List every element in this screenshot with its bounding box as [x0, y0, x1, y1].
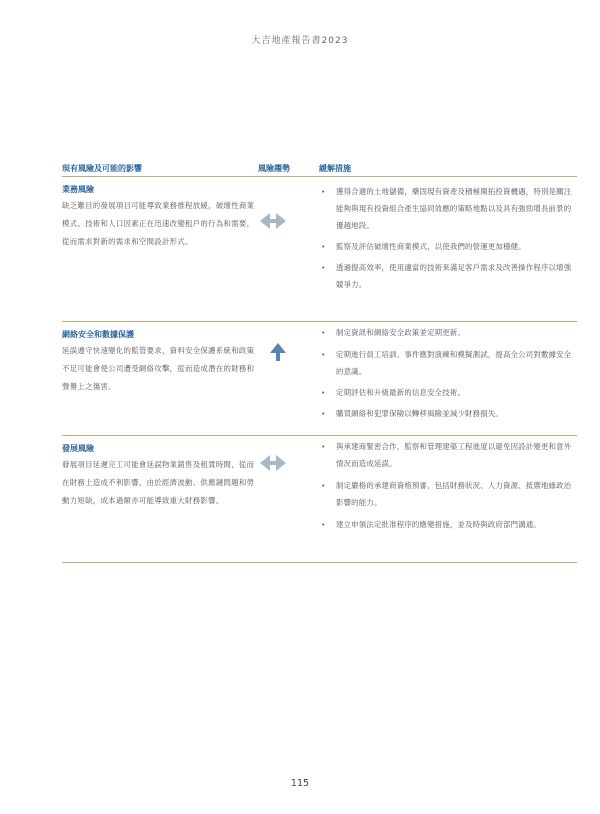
risk-title: 網絡安全和數據保護: [62, 330, 134, 339]
risk-cell: [62, 177, 257, 251]
double-arrow-horizontal-icon: [260, 213, 290, 233]
risk-description: 延誤遵守快速變化的監管要求，資料安全保護系統和政策不足可能會使公司遭受網絡攻擊，從而造成潛在的財務和聲譽上之傷害。: [62, 346, 255, 391]
table-header: [62, 161, 577, 177]
measures-cell: [319, 324, 577, 422]
measure-item: • 制定嚴格的承建商資格預審，包括財務狀況、人力資源、抵禦地緣政治影響的能力。: [319, 477, 577, 511]
measure-item: • 與承建商緊密合作，監察和管理建築工程進度以避免因設計變更和意外情況而造成延誤。: [319, 438, 577, 472]
measure-item: • 獲得合適的土地儲備，藥固現有資產及積極開拓投資機遇，特別是關注能夠與現有投資組合產生協同效應的策略地點以及具有強勁增長前景的優越地段。: [319, 183, 577, 234]
measure-item: • 定期進行員工培訓、事件應對演練和模擬測試，提高全公司對數據安全的意識。: [319, 346, 577, 380]
risk-cell: [62, 436, 257, 510]
measures-cell: [319, 183, 577, 293]
measures-cell: [319, 438, 577, 533]
risk-title: 業務風險: [62, 185, 94, 194]
arrow-up-icon: [270, 343, 300, 365]
measure-item: • 制定資訊和網絡安全政策並定期更新。: [319, 324, 577, 341]
measure-item: • 建立申領法定批准程序的應變措施，並及時與政府部門溝通。: [319, 516, 577, 533]
report-title: 大吉地產報告書2023: [251, 36, 349, 46]
column-header-trend: 風險趨勢: [258, 164, 290, 173]
table-row-cyber-security: [62, 322, 577, 436]
measure-item: • 購買網絡和犯罪保險以轉移風險並減少財務損失。: [319, 405, 577, 422]
risk-table: [62, 161, 577, 563]
risk-title: 發展風險: [62, 444, 94, 453]
table-row-business-risk: [62, 177, 577, 322]
double-arrow-horizontal-icon: [260, 455, 290, 475]
risk-description: 發展項目延遲完工可能會延誤物業銷售及租賃時間，從而在財務上造成不利影響。由於經濟波動、供應鏈問題和勞動力短缺，成本過額亦可能導致重大財務影響。: [62, 460, 255, 505]
risk-description: 缺乏難目的發展項目可能導致業務推程放緩，破壞性商業模式、技術和人口因素正在迅速改變租戶的行為和需要，從而需求對新的需求和空間設計形式。: [62, 201, 255, 246]
table-row-development-risk: [62, 436, 577, 563]
measure-item: • 透過提高效率，使用適當的技術來滿足客戶需求及改善操作程序以增強競爭力。: [319, 259, 577, 293]
page-number: 115: [290, 778, 310, 789]
measure-item: • 定期評估和升級最新的信息安全技術。: [319, 384, 577, 401]
measure-item: • 監察及評估破壞性商業模式，以使我們的營運更加穩健。: [319, 238, 577, 255]
risk-cell: [62, 322, 257, 396]
column-header-risk: 現有風險及可能的影響: [62, 164, 142, 173]
column-header-measures: 緩解措施: [319, 164, 351, 173]
